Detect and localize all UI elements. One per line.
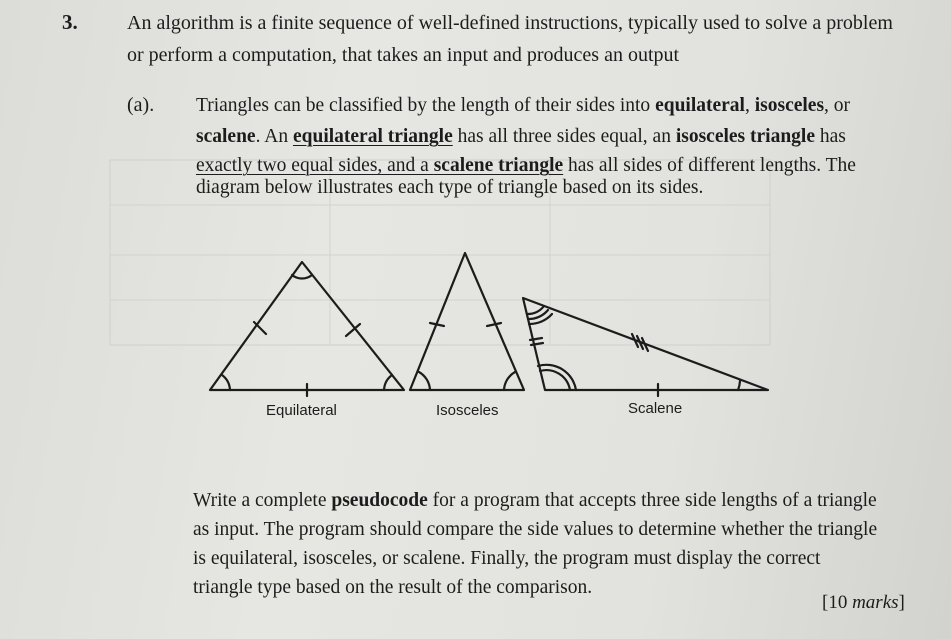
para-text: has all sides of different lengths. The	[563, 155, 856, 176]
term-scalene-triangle: scalene triangle	[433, 155, 564, 176]
task-line-2: as input. The program should compare the side values to determine whether the triangle	[193, 519, 878, 540]
para-text: . An	[255, 126, 293, 147]
marks-word: marks	[852, 592, 899, 613]
equilateral-triangle-shape	[210, 262, 404, 390]
para-text: Triangles can be classified by the length of their sides into	[196, 95, 656, 116]
task-text: Write a complete	[193, 490, 332, 511]
task-line-4: triangle type based on the result of the comparison.	[193, 577, 593, 598]
angle-arc	[527, 306, 544, 314]
term-equilateral-triangle: equilateral triangle	[292, 126, 453, 147]
marks-close: ]	[898, 592, 905, 613]
intro-line-1: An algorithm is a finite sequence of well-defined instructions, typically used to solve a problem	[127, 12, 893, 34]
term-isosceles: isosceles	[754, 95, 825, 116]
task-line-1	[193, 490, 877, 512]
label-scalene: Scalene	[628, 400, 683, 417]
term-equilateral: equilateral	[655, 95, 745, 116]
intro-line-2: or perform a computation, that takes an input and produces an output	[127, 44, 680, 66]
part-a-label: (a).	[127, 94, 155, 116]
para-text: has all three sides equal, an	[452, 126, 676, 147]
task-line-3: is equilateral, isosceles, or scalene. Finally, the program must display the correct	[193, 548, 821, 569]
label-equilateral: Equilateral	[266, 402, 337, 419]
marks-open: [10	[822, 592, 853, 613]
angle-arc	[222, 375, 230, 390]
term-pseudocode: pseudocode	[331, 490, 428, 511]
tick-mark	[430, 323, 444, 326]
angle-arc	[292, 275, 312, 279]
task-text: for a program that accepts three side lengths of a triangle	[427, 490, 877, 511]
para-text: has	[815, 126, 846, 147]
marks-allocation	[822, 592, 905, 614]
label-isosceles: Isosceles	[436, 402, 499, 419]
angle-arc	[419, 372, 430, 390]
para-text: exactly two equal sides, and a	[196, 155, 434, 176]
para-text: , or	[824, 95, 851, 116]
tick-mark	[487, 323, 501, 326]
isosceles-triangle-shape	[410, 253, 524, 390]
angle-arc	[384, 375, 392, 390]
angle-arc	[738, 381, 740, 390]
term-isosceles-triangle: isosceles triangle	[675, 126, 816, 147]
question-number: 3.	[62, 10, 78, 34]
para-text: ,	[744, 95, 755, 116]
para-line-4: diagram below illustrates each type of triangle based on its sides.	[196, 177, 704, 198]
angle-arc	[504, 372, 515, 390]
term-scalene: scalene	[196, 126, 256, 147]
